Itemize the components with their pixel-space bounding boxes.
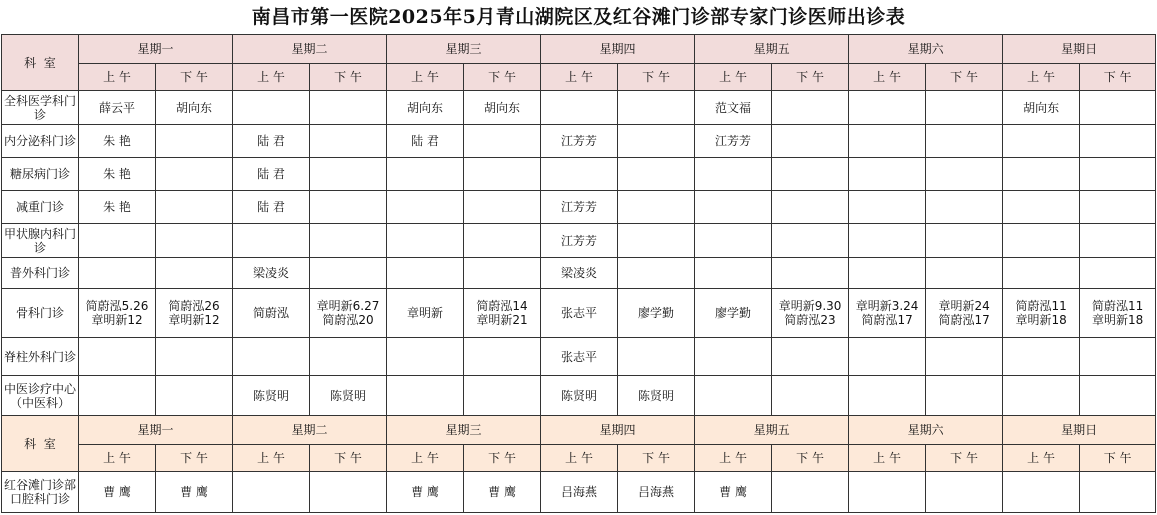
schedule-cell (310, 224, 387, 258)
dept-name (2, 258, 79, 289)
dept-name (2, 91, 79, 125)
cell-text: 胡向东 (484, 100, 521, 115)
schedule-cell (1003, 224, 1080, 258)
dept-header: 科 室 (2, 35, 79, 91)
schedule-cell (541, 376, 618, 416)
schedule-cell (1003, 191, 1080, 224)
schedule-cell (849, 338, 926, 376)
cell-text: 门诊 (33, 93, 77, 122)
schedule-cell (156, 91, 233, 125)
cell-text: 朱 艳 (103, 200, 131, 214)
day-header-row (2, 35, 1156, 64)
schedule-cell (849, 376, 926, 416)
cell-text: 章明新12 (91, 313, 143, 327)
am-header: 上 午 (1003, 445, 1080, 472)
cell-text: 简蔚泓17 (938, 313, 990, 327)
schedule-cell (79, 125, 156, 158)
schedule-cell (926, 376, 1003, 416)
schedule-cell (772, 472, 849, 513)
am-header: 上 午 (1003, 64, 1080, 91)
cell-text: 胡向东 (407, 100, 444, 115)
pm-header: 下 午 (310, 64, 387, 91)
cell-text: 陆 君 (411, 134, 439, 148)
schedule-cell (541, 91, 618, 125)
cell-text: 陆 君 (257, 134, 285, 148)
dept-name (2, 338, 79, 376)
cell-text: 门诊 (52, 134, 77, 148)
schedule-cell (1080, 376, 1156, 416)
schedule-cell (79, 191, 156, 224)
schedule-cell (618, 472, 695, 513)
schedule-cell (618, 91, 695, 125)
day-header: 星期三 (387, 35, 541, 64)
schedule-cell (695, 472, 772, 513)
schedule-cell (695, 338, 772, 376)
cell-text: 红谷滩门诊部 (3, 478, 76, 492)
table-row (2, 338, 1156, 376)
schedule-cell (849, 125, 926, 158)
schedule-cell (618, 125, 695, 158)
schedule-cell (772, 191, 849, 224)
cell-text: 廖学勤 (638, 306, 675, 320)
am-header: 上 午 (79, 64, 156, 91)
day-header: 星期日 (1003, 416, 1156, 445)
table-row (2, 91, 1156, 125)
schedule-cell (233, 472, 310, 513)
cell-text: 江芳芳 (715, 134, 752, 148)
day-header: 星期六 (849, 416, 1003, 445)
schedule-cell (618, 224, 695, 258)
cell-text: 陈贤明 (638, 388, 675, 403)
schedule-cell (541, 158, 618, 191)
cell-text: 章明新12 (168, 313, 220, 327)
cell-text: 陈贤明 (561, 388, 598, 403)
cell-text: 胡向东 (1023, 100, 1060, 115)
schedule-cell (79, 338, 156, 376)
cell-text: 章明新 (407, 306, 444, 320)
cell-text: 甲状腺内科 (3, 226, 64, 241)
schedule-cell (926, 338, 1003, 376)
schedule-cell (695, 191, 772, 224)
schedule-table (1, 34, 1156, 513)
am-header: 上 午 (387, 64, 464, 91)
schedule-cell (387, 376, 464, 416)
am-header: 上 午 (849, 64, 926, 91)
am-header: 上 午 (695, 445, 772, 472)
schedule-cell (926, 472, 1003, 513)
pm-header: 下 午 (618, 64, 695, 91)
schedule-cell (79, 258, 156, 289)
schedule-cell (695, 258, 772, 289)
schedule-cell (849, 258, 926, 289)
cell-text: 江芳芳 (561, 134, 598, 148)
day-header: 星期六 (849, 35, 1003, 64)
schedule-cell (310, 472, 387, 513)
schedule-cell (310, 158, 387, 191)
table-row (2, 158, 1156, 191)
schedule-cell (541, 289, 618, 338)
schedule-cell (618, 376, 695, 416)
schedule-cell (1003, 158, 1080, 191)
schedule-cell (156, 472, 233, 513)
table-row (2, 125, 1156, 158)
schedule-cell (541, 224, 618, 258)
schedule-cell (464, 472, 541, 513)
schedule-cell (233, 91, 310, 125)
cell-text: 脊柱外科 (3, 349, 52, 364)
dept-header: 科 室 (2, 416, 79, 472)
schedule-cell (849, 224, 926, 258)
schedule-cell (618, 191, 695, 224)
pm-header: 下 午 (926, 64, 1003, 91)
schedule-cell (464, 258, 541, 289)
table-row (2, 191, 1156, 224)
schedule-cell (310, 338, 387, 376)
schedule-cell (387, 125, 464, 158)
schedule-cell (1080, 224, 1156, 258)
cell-text: 梁凌炎 (253, 266, 290, 280)
cell-text: 陈贤明 (253, 388, 290, 403)
day-header: 星期一 (79, 35, 233, 64)
am-header: 上 午 (541, 445, 618, 472)
schedule-cell (387, 472, 464, 513)
schedule-cell (387, 258, 464, 289)
schedule-cell (387, 224, 464, 258)
cell-text: 章明新24 (938, 299, 990, 313)
schedule-cell (541, 191, 618, 224)
schedule-cell (541, 258, 618, 289)
cell-text: 简蔚泓11 (1015, 299, 1067, 313)
table-row (2, 224, 1156, 258)
schedule-cell (156, 289, 233, 338)
schedule-cell (387, 289, 464, 338)
schedule-cell (233, 376, 310, 416)
dept-name (2, 158, 79, 191)
cell-text: 简蔚泓23 (784, 313, 836, 327)
am-header: 上 午 (387, 445, 464, 472)
schedule-cell (156, 191, 233, 224)
cell-text: 陈贤明 (330, 388, 367, 403)
schedule-cell (849, 191, 926, 224)
schedule-cell (772, 125, 849, 158)
cell-text: 简蔚泓20 (322, 313, 374, 327)
schedule-cell (926, 258, 1003, 289)
schedule-cell (156, 158, 233, 191)
schedule-cell (772, 258, 849, 289)
table-row (2, 258, 1156, 289)
schedule-cell (233, 158, 310, 191)
schedule-cell (926, 91, 1003, 125)
day-header: 星期四 (541, 416, 695, 445)
schedule-cell (310, 289, 387, 338)
schedule-cell (772, 289, 849, 338)
schedule-cell (1080, 472, 1156, 513)
table-row (2, 289, 1156, 338)
schedule-cell (387, 158, 464, 191)
schedule-cell (849, 158, 926, 191)
cell-text: 范文福 (715, 100, 752, 115)
schedule-cell (156, 376, 233, 416)
schedule-cell (1003, 289, 1080, 338)
schedule-cell (464, 289, 541, 338)
schedule-cell (1003, 125, 1080, 158)
schedule-cell (618, 289, 695, 338)
schedule-cell (849, 289, 926, 338)
schedule-cell (79, 224, 156, 258)
schedule-cell (1080, 338, 1156, 376)
cell-text: 糖尿病门诊 (9, 167, 70, 181)
schedule-cell (79, 472, 156, 513)
schedule-cell (695, 125, 772, 158)
ampm-header-row (2, 445, 1156, 472)
schedule-cell (79, 376, 156, 416)
schedule-cell (926, 224, 1003, 258)
cell-text: 吕海燕 (561, 485, 598, 499)
cell-text: 章明新9.30 (778, 299, 842, 313)
schedule-cell (1003, 376, 1080, 416)
schedule-cell (156, 125, 233, 158)
schedule-cell (541, 472, 618, 513)
schedule-cell (1003, 258, 1080, 289)
schedule-cell (926, 289, 1003, 338)
schedule-cell (79, 91, 156, 125)
schedule-cell (464, 338, 541, 376)
pm-header: 下 午 (1080, 445, 1156, 472)
cell-text: 章明新18 (1091, 313, 1144, 327)
schedule-cell (1080, 91, 1156, 125)
pm-header: 下 午 (618, 445, 695, 472)
schedule-cell (1003, 91, 1080, 125)
schedule-cell (233, 338, 310, 376)
schedule-cell (926, 158, 1003, 191)
schedule-cell (310, 125, 387, 158)
cell-text: 曹 鹰 (488, 485, 516, 499)
cell-text: 简蔚泓11 (1091, 299, 1144, 313)
cell-text: 简蔚泓17 (861, 313, 913, 327)
day-header: 星期二 (233, 416, 387, 445)
dept-name (2, 224, 79, 258)
cell-text: 曹 鹰 (719, 485, 747, 499)
schedule-cell (1003, 472, 1080, 513)
schedule-cell (310, 191, 387, 224)
day-header: 星期五 (695, 35, 849, 64)
cell-text: 薛云平 (98, 100, 135, 115)
cell-text: 陆 君 (257, 200, 285, 214)
schedule-cell (772, 91, 849, 125)
cell-text: 简蔚泓5.26 (85, 299, 149, 313)
schedule-cell (1080, 289, 1156, 338)
am-header: 上 午 (233, 64, 310, 91)
schedule-cell (387, 91, 464, 125)
schedule-cell (464, 376, 541, 416)
schedule-cell (233, 191, 310, 224)
schedule-cell (849, 91, 926, 125)
schedule-cell (695, 158, 772, 191)
schedule-cell (464, 191, 541, 224)
pm-header: 下 午 (464, 64, 541, 91)
schedule-cell (79, 289, 156, 338)
schedule-cell (156, 338, 233, 376)
dept-name (2, 125, 79, 158)
day-header: 星期三 (387, 416, 541, 445)
am-header: 上 午 (541, 64, 618, 91)
schedule-cell (772, 158, 849, 191)
cell-text: 曹 鹰 (103, 485, 131, 499)
dept-name (2, 289, 79, 338)
schedule-cell (772, 224, 849, 258)
schedule-cell (464, 158, 541, 191)
cell-text: 江芳芳 (561, 233, 598, 248)
pm-header: 下 午 (926, 445, 1003, 472)
cell-text: 普外科门诊 (9, 266, 70, 280)
day-header: 星期一 (79, 416, 233, 445)
schedule-cell (310, 91, 387, 125)
schedule-cell (233, 289, 310, 338)
schedule-cell (156, 224, 233, 258)
cell-text: 江芳芳 (561, 200, 598, 214)
schedule-cell (387, 338, 464, 376)
cell-text: 梁凌炎 (561, 266, 598, 280)
schedule-cell (541, 125, 618, 158)
schedule-cell (849, 472, 926, 513)
schedule-cell (156, 258, 233, 289)
schedule-cell (772, 338, 849, 376)
pm-header: 下 午 (156, 445, 233, 472)
cell-text: 曹 鹰 (180, 485, 208, 499)
schedule-cell (1080, 125, 1156, 158)
day-header: 星期二 (233, 35, 387, 64)
pm-header: 下 午 (1080, 64, 1156, 91)
schedule-cell (926, 191, 1003, 224)
page-title: 南昌市第一医院2025年5月青山湖院区及红谷滩门诊部专家门诊医师出诊表 (251, 6, 906, 28)
schedule-cell (618, 158, 695, 191)
schedule-cell (1003, 338, 1080, 376)
cell-text: 门诊 (33, 226, 77, 255)
pm-header: 下 午 (156, 64, 233, 91)
schedule-cell (541, 338, 618, 376)
table-row (2, 472, 1156, 513)
schedule-cell (695, 289, 772, 338)
cell-text: 简蔚泓 (253, 306, 290, 320)
schedule-cell (1080, 158, 1156, 191)
schedule-cell (233, 224, 310, 258)
cell-text: 张志平 (561, 306, 598, 320)
cell-text: 简蔚泓26 (168, 299, 220, 313)
schedule-cell (79, 158, 156, 191)
cell-text: 门诊 (52, 349, 77, 364)
schedule-cell (464, 125, 541, 158)
schedule-cell (310, 258, 387, 289)
am-header: 上 午 (695, 64, 772, 91)
cell-text: 朱 艳 (103, 134, 131, 148)
schedule-cell (618, 258, 695, 289)
schedule-cell (695, 224, 772, 258)
schedule-cell (310, 376, 387, 416)
cell-text: 陆 君 (257, 167, 285, 181)
pm-header: 下 午 (464, 445, 541, 472)
schedule-cell (464, 224, 541, 258)
cell-text: 内分泌科 (3, 134, 52, 148)
schedule-cell (233, 125, 310, 158)
dept-name (2, 376, 79, 416)
dept-name (2, 472, 79, 513)
cell-text: 朱 艳 (103, 167, 131, 181)
pm-header: 下 午 (772, 445, 849, 472)
cell-text: 曹 鹰 (411, 485, 439, 499)
schedule-cell (618, 338, 695, 376)
cell-text: 胡向东 (176, 100, 213, 115)
cell-text: 章明新6.27 (316, 299, 380, 313)
schedule-cell (926, 125, 1003, 158)
schedule-cell (695, 91, 772, 125)
schedule-cell (1080, 258, 1156, 289)
cell-text: 简蔚泓14 (476, 299, 528, 313)
am-header: 上 午 (233, 445, 310, 472)
cell-text: 口腔科门诊 (9, 492, 70, 506)
cell-text: 廖学勤 (715, 306, 752, 320)
cell-text: 中医诊疗中心 (3, 381, 76, 396)
cell-text: 章明新21 (476, 313, 528, 327)
am-header: 上 午 (849, 445, 926, 472)
cell-text: 骨科门诊 (15, 306, 64, 320)
dept-name (2, 191, 79, 224)
pm-header: 下 午 (310, 445, 387, 472)
day-header: 星期日 (1003, 35, 1156, 64)
schedule-cell (464, 91, 541, 125)
schedule-cell (772, 376, 849, 416)
schedule-cell (1080, 191, 1156, 224)
schedule-cell (695, 376, 772, 416)
day-header: 星期五 (695, 416, 849, 445)
cell-text: 章明新3.24 (855, 299, 919, 313)
cell-text: （中医科） (9, 395, 70, 410)
schedule-cell (233, 258, 310, 289)
ampm-header-row (2, 64, 1156, 91)
pm-header: 下 午 (772, 64, 849, 91)
cell-text: 全科医学科 (3, 93, 64, 108)
schedule-cell (387, 191, 464, 224)
am-header: 上 午 (79, 445, 156, 472)
day-header: 星期四 (541, 35, 695, 64)
cell-text: 张志平 (561, 349, 598, 364)
table-row (2, 376, 1156, 416)
cell-text: 减重门诊 (15, 200, 64, 214)
day-header-row (2, 416, 1156, 445)
cell-text: 章明新18 (1015, 313, 1067, 327)
cell-text: 吕海燕 (638, 485, 675, 499)
